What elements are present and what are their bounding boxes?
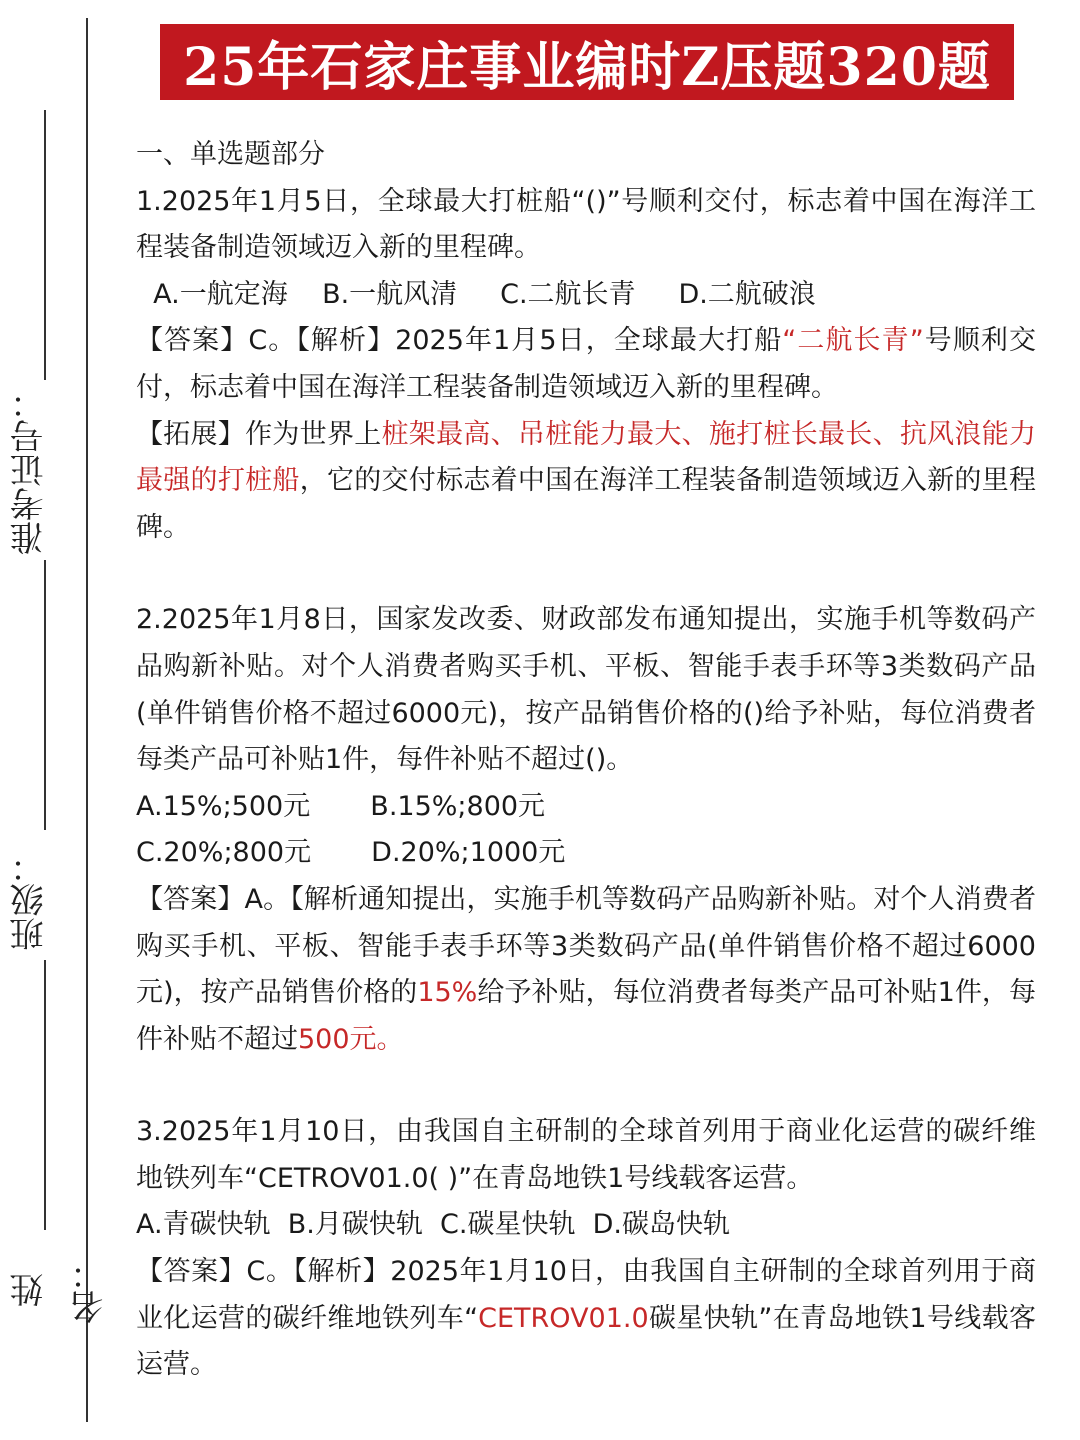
binding-margin-line: [86, 18, 88, 1422]
question-options: A.青碳快轨 B.月碳快轨 C.碳星快轨 D.碳岛快轨: [136, 1209, 730, 1241]
admission-number-rule: [44, 110, 46, 380]
answer-explanation: [136, 1249, 1036, 1389]
answer-text: 【答案】C。【解析】2025年1月10日，由我国自主研制的全球首列用于商业化运营的碳纤维地铁列车“: [136, 1256, 1036, 1334]
answer-explanation: [136, 318, 1036, 411]
class-label: 班级：: [10, 849, 50, 951]
answer-highlight-2: 500元。: [298, 1023, 404, 1055]
question-options-row-2: C.20%;800元 D.20%;1000元: [136, 837, 566, 869]
admission-number-rule-lower: [44, 560, 46, 830]
answer-highlight: CETROV01.0: [478, 1302, 649, 1334]
answer-highlight: “二航长青”: [782, 325, 924, 357]
extension-note: [136, 412, 1036, 552]
name-label: 姓名：: [10, 1256, 110, 1324]
extension-text-suffix: ，它的交付标志着中国在海洋工程装备制造领域迈入新的里程碑。: [136, 465, 1036, 543]
class-rule: [44, 960, 46, 1230]
extension-text: 【拓展】作为世界上: [136, 418, 382, 450]
extension-highlight: 桩架最高、吊桩能力最大、施打桩长最长、抗风浪能力最强的打桩船: [136, 418, 1036, 497]
answer-text: 【答案】C。【解析】2025年1月5日，全球最大打船: [136, 325, 783, 357]
document-body: [136, 132, 1036, 1389]
title-banner: [160, 24, 1014, 100]
answer-text-suffix: 碳星快轨”在青岛地铁1号线载客运营。: [136, 1302, 1036, 1381]
question-options-row-1: A.15%;500元 B.15%;800元: [136, 790, 546, 822]
admission-number-label: 准考证号：: [10, 385, 50, 555]
question-1: [136, 179, 1036, 552]
section-title: 一、单选题部分: [136, 139, 325, 170]
question-stem: 2.2025年1月8日，国家发改委、财政部发布通知提出，实施手机等数码产品购新补贴。对个人消费者购买手机、平板、智能手表手环等3类数码产品(单件销售价格不超过6000元)，按产品销售价格的()给予补贴，每位消费者每类产品可补贴1件，每件补贴不超过()。: [136, 604, 1036, 776]
answer-explanation: [136, 877, 1036, 1063]
answer-text: 【答案】A。【解析通知提出，实施手机等数码产品购新补贴。对个人消费者购买手机、平板、智能手表手环等3类数码产品(单件销售价格不超过6000元)，按产品销售价格的: [136, 883, 1036, 1009]
question-options: A.一航定海 B.一航风清 C.二航长青 D.二航破浪: [136, 278, 816, 310]
answer-highlight: 15%: [417, 977, 478, 1009]
answer-text-suffix: 号顺利交付，标志着中国在海洋工程装备制造领域迈入新的里程碑。: [136, 325, 1037, 403]
question-3: [136, 1109, 1036, 1389]
banner-title: 25年石家庄事业编时Z压题320题: [183, 36, 991, 98]
question-2: [136, 597, 1036, 1063]
question-stem: 1.2025年1月5日，全球最大打桩船“()”号顺利交付，标志着中国在海洋工程装备制造领域迈入新的里程碑。: [136, 185, 1036, 264]
question-stem: 3.2025年1月10日，由我国自主研制的全球首列用于商业化运营的碳纤维地铁列车“CETROV01.0( )”在青岛地铁1号线载客运营。: [136, 1116, 1036, 1194]
answer-text-middle: 给予补贴，每位消费者每类产品可补贴1件，每件补贴不超过: [136, 977, 1036, 1055]
